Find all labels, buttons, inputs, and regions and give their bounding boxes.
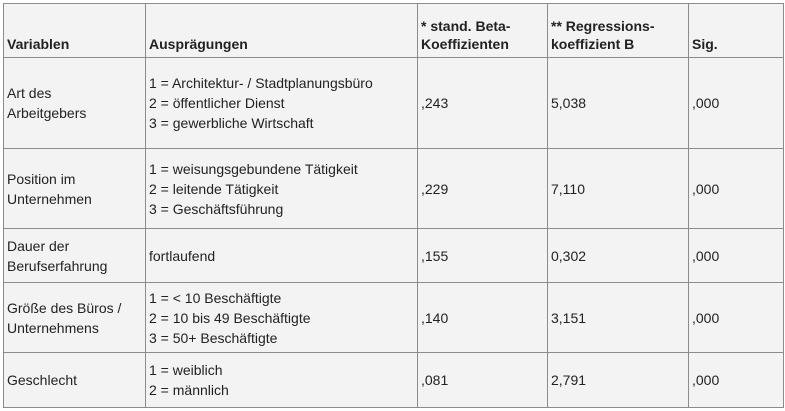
sig-cell: ,000 xyxy=(689,283,784,353)
variable-line: Art des xyxy=(7,85,52,101)
b-cell: 0,302 xyxy=(548,229,689,283)
auspraegungen-cell xyxy=(146,149,418,229)
auspraegungen-cell xyxy=(146,58,418,149)
beta-cell: ,140 xyxy=(418,283,548,353)
variable-line: Arbeitgebers xyxy=(7,105,87,121)
table-row xyxy=(4,149,784,229)
auspraegung-line: 3 = gewerbliche Wirtschaft xyxy=(149,115,314,131)
header-b xyxy=(548,4,689,58)
auspraegungen-cell xyxy=(146,353,418,408)
variable-cell xyxy=(4,149,146,229)
table-row xyxy=(4,283,784,353)
variable-line: Größe des Büros / xyxy=(7,299,122,316)
auspraegung-line: 1 = weiblich xyxy=(149,362,223,378)
header-b-line2: koeffizient B xyxy=(551,36,635,52)
header-auspraegungen xyxy=(146,4,418,58)
auspraegungen-cell xyxy=(146,229,418,283)
header-variablen-label: Variablen xyxy=(7,36,70,52)
header-variablen xyxy=(4,4,146,58)
auspraegung-line: 2 = öffentlicher Dienst xyxy=(149,95,285,111)
table-row xyxy=(4,229,784,283)
auspraegung-line: fortlaufend xyxy=(149,247,216,264)
header-beta-line2: Koeffizienten xyxy=(421,36,509,52)
variable-line: Dauer der xyxy=(7,237,70,254)
auspraegungen-cell xyxy=(146,283,418,353)
sig-cell: ,000 xyxy=(689,149,784,229)
variable-cell xyxy=(4,58,146,149)
header-sig-label: Sig. xyxy=(692,36,718,52)
variable-cell xyxy=(4,353,146,408)
header-auspraegungen-label: Ausprägungen xyxy=(149,36,248,52)
auspraegung-line: 1 = weisungsgebundene Tätigkeit xyxy=(149,160,358,177)
variable-line: Unternehmen xyxy=(7,190,92,207)
sig-cell: ,000 xyxy=(689,353,784,408)
auspraegung-line: 1 = Architektur- / Stadtplanungsbüro xyxy=(149,75,373,91)
variable-line: Position im xyxy=(7,170,76,187)
variable-line: Geschlecht xyxy=(7,372,78,388)
variable-cell xyxy=(4,283,146,353)
auspraegung-line: 3 = 50+ Beschäftigte xyxy=(149,329,278,346)
auspraegung-line: 2 = männlich xyxy=(149,382,229,398)
b-cell: 3,151 xyxy=(548,283,689,353)
b-cell: 7,110 xyxy=(548,149,689,229)
beta-cell: ,155 xyxy=(418,229,548,283)
sig-cell: ,000 xyxy=(689,58,784,149)
beta-cell: ,081 xyxy=(418,353,548,408)
header-row xyxy=(4,4,784,58)
header-sig xyxy=(689,4,784,58)
variable-cell xyxy=(4,229,146,283)
variable-line: Berufserfahrung xyxy=(7,257,108,274)
header-beta-line1: * stand. Beta- xyxy=(421,18,511,34)
variable-line: Unternehmens xyxy=(7,319,99,336)
auspraegung-line: 3 = Geschäftsführung xyxy=(149,200,284,217)
header-beta xyxy=(418,4,548,58)
table-row xyxy=(4,58,784,149)
table-row xyxy=(4,353,784,408)
b-cell: 2,791 xyxy=(548,353,689,408)
header-b-line1: ** Regressions- xyxy=(551,18,655,34)
b-cell: 5,038 xyxy=(548,58,689,149)
sig-cell: ,000 xyxy=(689,229,784,283)
auspraegung-line: 2 = 10 bis 49 Beschäftigte xyxy=(149,309,311,326)
beta-cell: ,229 xyxy=(418,149,548,229)
auspraegung-line: 2 = leitende Tätigkeit xyxy=(149,180,279,197)
regression-table xyxy=(3,3,784,408)
beta-cell: ,243 xyxy=(418,58,548,149)
auspraegung-line: 1 = < 10 Beschäftigte xyxy=(149,289,282,306)
